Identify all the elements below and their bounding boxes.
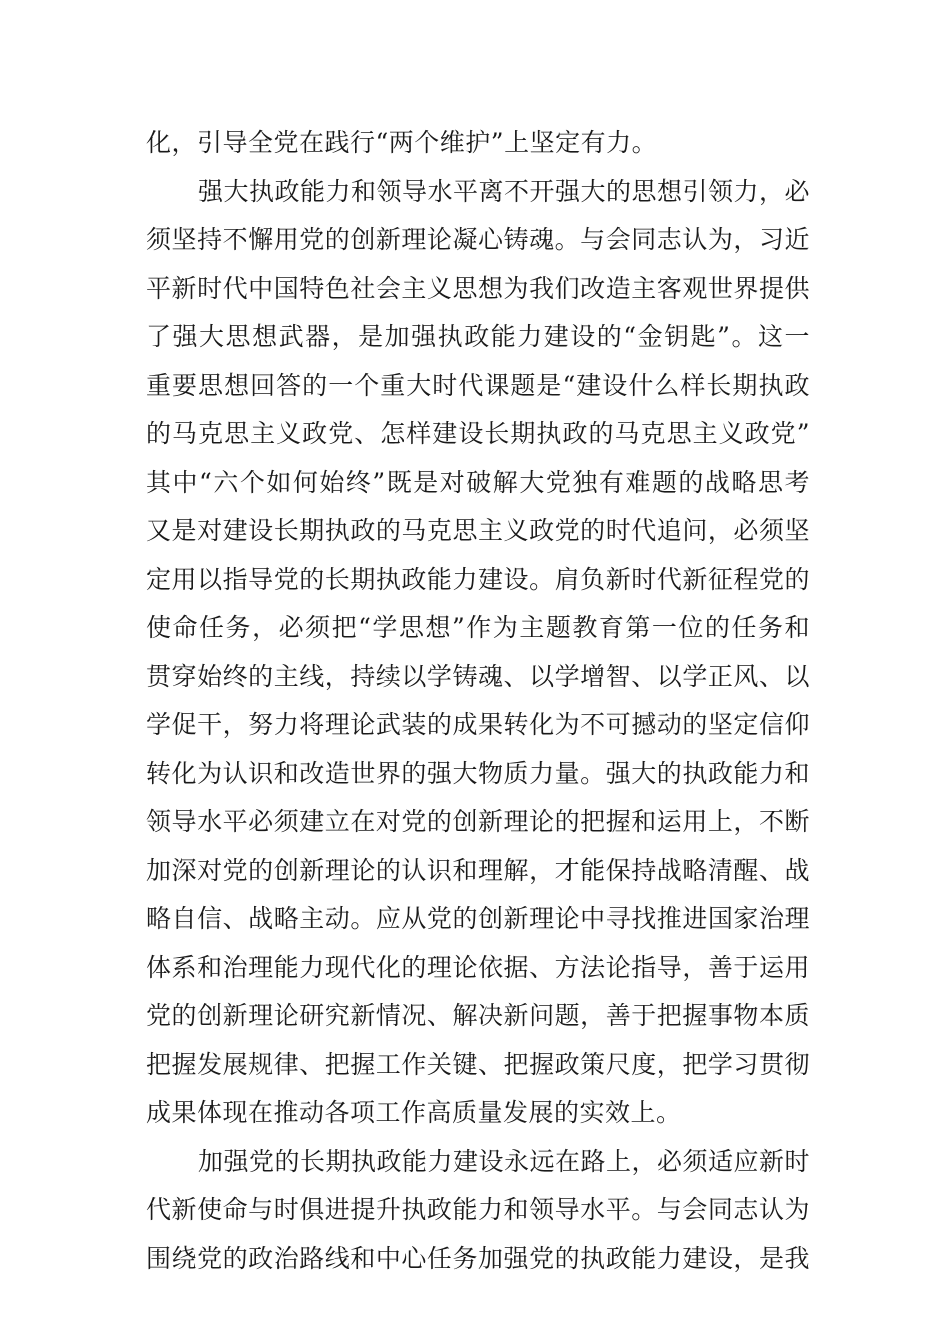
text-line: 平新时代中国特色社会主义思想为我们改造主客观世界提供 xyxy=(146,273,810,303)
text-line: 体系和治理能力现代化的理论依据、方法论指导，善于运用 xyxy=(146,952,810,982)
body-text xyxy=(146,119,810,1283)
text-line: 化，引导全党在践行“两个维护”上坚定有力。 xyxy=(146,128,658,157)
paragraph-first-line: 加强党的长期执政能力建设永远在路上，必须适应新时 xyxy=(198,1146,811,1176)
text-line: 略自信、战略主动。应从党的创新理论中寻找推进国家治理 xyxy=(146,904,810,933)
text-line: 的马克思主义政党、怎样建设长期执政的马克思主义政党” xyxy=(146,419,810,448)
text-line: 围绕党的政治路线和中心任务加强党的执政能力建设，是我 xyxy=(146,1243,810,1273)
text-line: 须坚持不懈用党的创新理论凝心铸魂。与会同志认为，习近 xyxy=(146,225,810,254)
text-line: 成果体现在推动各项工作高质量发展的实效上。 xyxy=(146,1098,682,1127)
text-line: 了强大思想武器，是加强执政能力建设的“金钥匙”。这一 xyxy=(146,322,810,351)
text-line: 把握发展规律、把握工作关键、把握政策尺度，把学习贯彻 xyxy=(146,1049,810,1079)
text-line: 党的创新理论研究新情况、解决新问题，善于把握事物本质 xyxy=(146,1001,810,1030)
text-line: 使命任务，必须把“学思想”作为主题教育第一位的任务和 xyxy=(146,613,810,642)
text-line: 其中“六个如何始终”既是对破解大党独有难题的战略思考 xyxy=(146,467,810,497)
text-line: 领导水平必须建立在对党的创新理论的把握和运用上，不断 xyxy=(146,807,810,836)
text-line: 定用以指导党的长期执政能力建设。肩负新时代新征程党的 xyxy=(146,564,810,594)
text-line: 又是对建设长期执政的马克思主义政党的时代追问，必须坚 xyxy=(146,516,810,545)
text-line: 加深对党的创新理论的认识和理解，才能保持战略清醒、战 xyxy=(146,855,810,885)
text-line: 贯穿始终的主线，持续以学铸魂、以学增智、以学正风、以 xyxy=(146,661,810,691)
text-line: 重要思想回答的一个重大时代课题是“建设什么样长期执政 xyxy=(146,370,810,400)
text-line: 转化为认识和改造世界的强大物质力量。强大的执政能力和 xyxy=(146,758,810,788)
text-line: 代新使命与时俱进提升执政能力和领导水平。与会同志认为 xyxy=(146,1195,810,1224)
paragraph-first-line: 强大执政能力和领导水平离不开强大的思想引领力，必 xyxy=(198,176,811,206)
text-line: 学促干，努力将理论武装的成果转化为不可撼动的坚定信仰 xyxy=(146,710,810,739)
